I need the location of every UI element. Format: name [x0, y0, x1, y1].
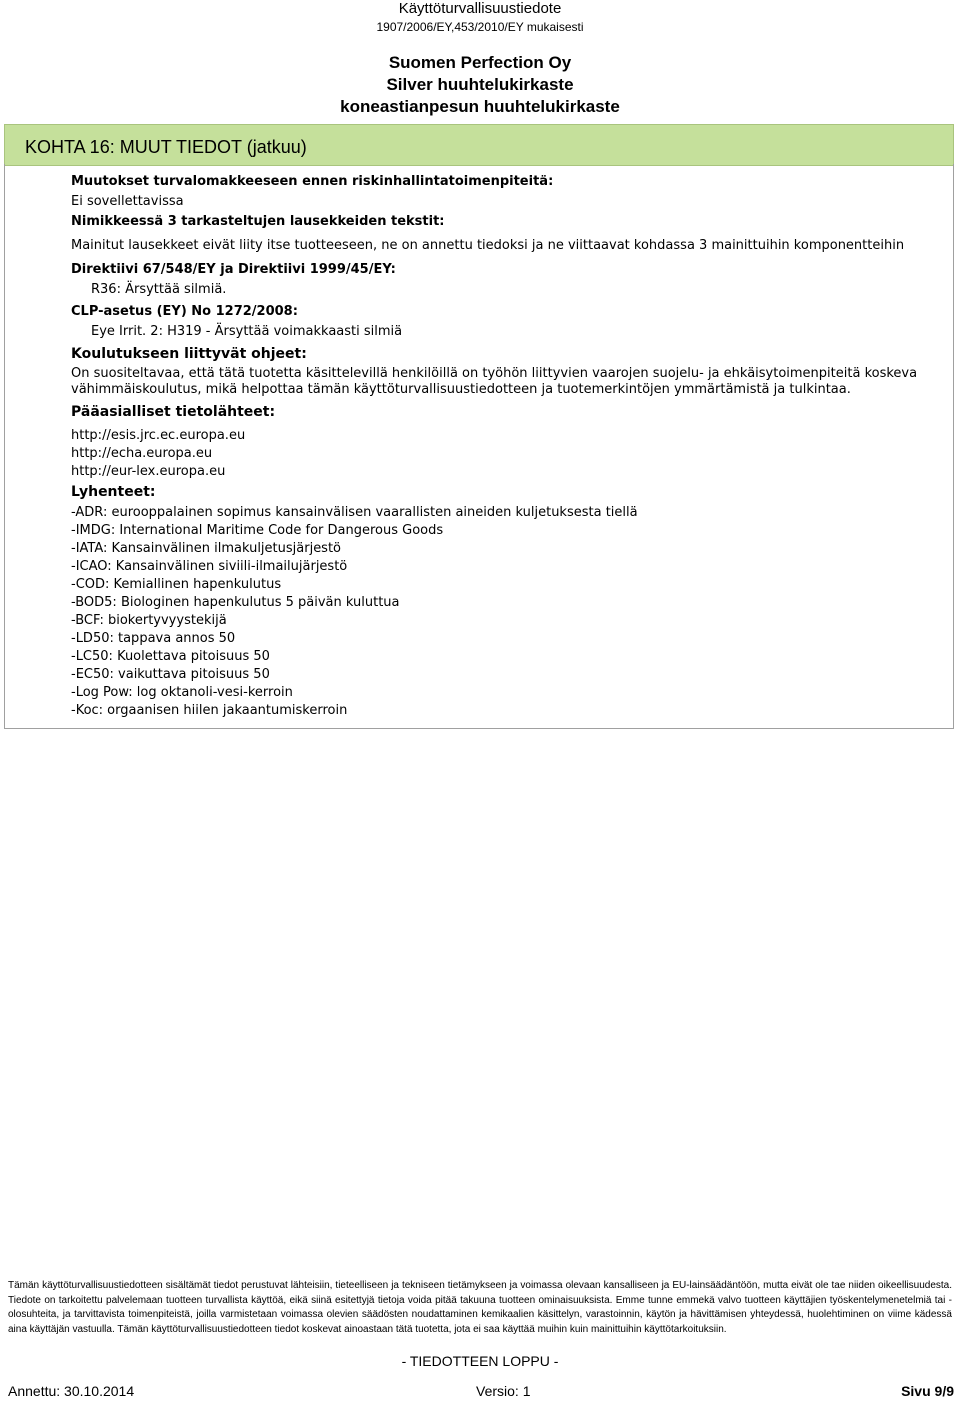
abbreviation-item: -BCF: biokertyvyystekijä: [71, 613, 227, 628]
phrases-text: Mainitut lausekkeet eivät liity itse tuotteeseen, ne on annettu tiedoksi ja ne viittaavat kohdassa 3 mainittuihin komponentteihin: [71, 238, 905, 253]
r36-phrase: R36: Ärsyttää silmiä.: [91, 282, 227, 297]
regulation-reference: 1907/2006/EY,453/2010/EY mukaisesti: [376, 20, 584, 34]
version-label: Versio: 1: [476, 1383, 531, 1399]
issue-date: Annettu: 30.10.2014: [8, 1383, 135, 1399]
eye-irrit-phrase: Eye Irrit. 2: H319 - Ärsyttää voimakkaasti silmiä: [91, 324, 403, 339]
abbreviation-item: -LC50: Kuolettava pitoisuus 50: [71, 649, 270, 664]
section-header: [4, 124, 954, 166]
abbreviation-item: -ADR: eurooppalainen sopimus kansainvälisen vaarallisten aineiden kuljetuksesta tiellä: [71, 505, 638, 520]
abbreviation-item: -Log Pow: log oktanoli-vesi-kerroin: [71, 685, 293, 700]
sources-heading: Pääasialliset tietolähteet:: [71, 404, 276, 420]
abbreviations-heading: Lyhenteet:: [71, 484, 156, 500]
page-number: Sivu 9/9: [901, 1383, 954, 1399]
abbreviation-item: -LD50: tappava annos 50: [71, 631, 236, 646]
phrases-heading: Nimikkeessä 3 tarkasteltujen lausekkeiden tekstit:: [71, 214, 445, 229]
section-title: KOHTA 16: MUUT TIEDOT (jatkuu): [25, 137, 307, 157]
abbreviation-item: -BOD5: Biologinen hapenkulutus 5 päivän kuluttua: [71, 595, 400, 610]
changes-text: Ei sovellettavissa: [71, 194, 184, 209]
abbreviation-item: -COD: Kemiallinen hapenkulutus: [71, 577, 282, 592]
legal-disclaimer: Tämän käyttöturvallisuustiedotteen sisältämät tiedot perustuvat lähteisiin, tieteelliseen ja tekniseen tietämykseen ja voimassa olevaan kansalliseen ja EU-lainsäädäntöön, mutta eivät ole tae niiden oikeellisuudesta. Tiedote on tarkoitettu palvelemaan tuotteen turvallista käyttöä, eikä siinä esitettyjä tietoja voida pitää takuuna tuotteen ominaisuuksista. Emme tunne emmekä valvo tuotteen käyttäjien työskentelymenetelmiä tai -olosuhteita, ja tarvittavista toimenpiteistä, joilla varmistetaan voimassa olevien säädösten noudattaminen kemikaalien käsittelyn, varastoinnin, käytön ja hävittämisen yhteydessä, huolehtiminen on viime kädessä aina käyttäjän vastuulla. Tämän käyttöturvallisuustiedotteen tiedot koskevat ainoastaan tätä tuotetta, jota ei saa käyttää muihin kuin mainittuihin käyttötarkoituksiin.: [8, 1280, 952, 1335]
product-name: Silver huuhtelukirkaste: [386, 75, 574, 94]
source-link[interactable]: http://esis.jrc.ec.europa.eu: [71, 428, 246, 443]
document-title: Käyttöturvallisuustiedote: [398, 0, 562, 17]
abbreviation-item: -IATA: Kansainvälinen ilmakuljetusjärjestö: [71, 541, 342, 556]
training-heading: Koulutukseen liittyvät ohjeet:: [71, 346, 307, 362]
changes-heading: Muutokset turvalomakkeeseen ennen riskinhallintatoimenpiteitä:: [71, 174, 554, 189]
abbreviation-item: -Koc: orgaanisen hiilen jakaantumiskerroin: [71, 703, 348, 718]
abbreviation-item: -EC50: vaikuttava pitoisuus 50: [71, 667, 270, 682]
company-name: Suomen Perfection Oy: [388, 53, 572, 72]
abbreviation-item: -IMDG: International Maritime Code for Dangerous Goods: [71, 523, 444, 538]
directive-heading: Direktiivi 67/548/EY ja Direktiivi 1999/45/EY:: [71, 262, 396, 277]
end-marker: - TIEDOTTEEN LOPPU -: [401, 1353, 559, 1369]
clp-heading: CLP-asetus (EY) No 1272/2008:: [71, 304, 298, 319]
training-text: On suositeltavaa, että tätä tuotetta käsittelevillä henkilöillä on työhön liittyvien vaarojen suojelu- ja ehkäisytoimenpiteitä koskeva vähimmäiskoulutus, mikä helpottaa tämän käyttöturvallisuustiedotteen ja tuotemerkintöjen ymmärtämistä ja tulkintaa.: [71, 366, 918, 397]
abbreviation-item: -ICAO: Kansainvälinen siviili-ilmailujärjestö: [71, 559, 348, 574]
source-link[interactable]: http://eur-lex.europa.eu: [71, 464, 226, 479]
source-link[interactable]: http://echa.europa.eu: [71, 446, 213, 461]
product-description: koneastianpesun huuhtelukirkaste: [340, 97, 620, 116]
